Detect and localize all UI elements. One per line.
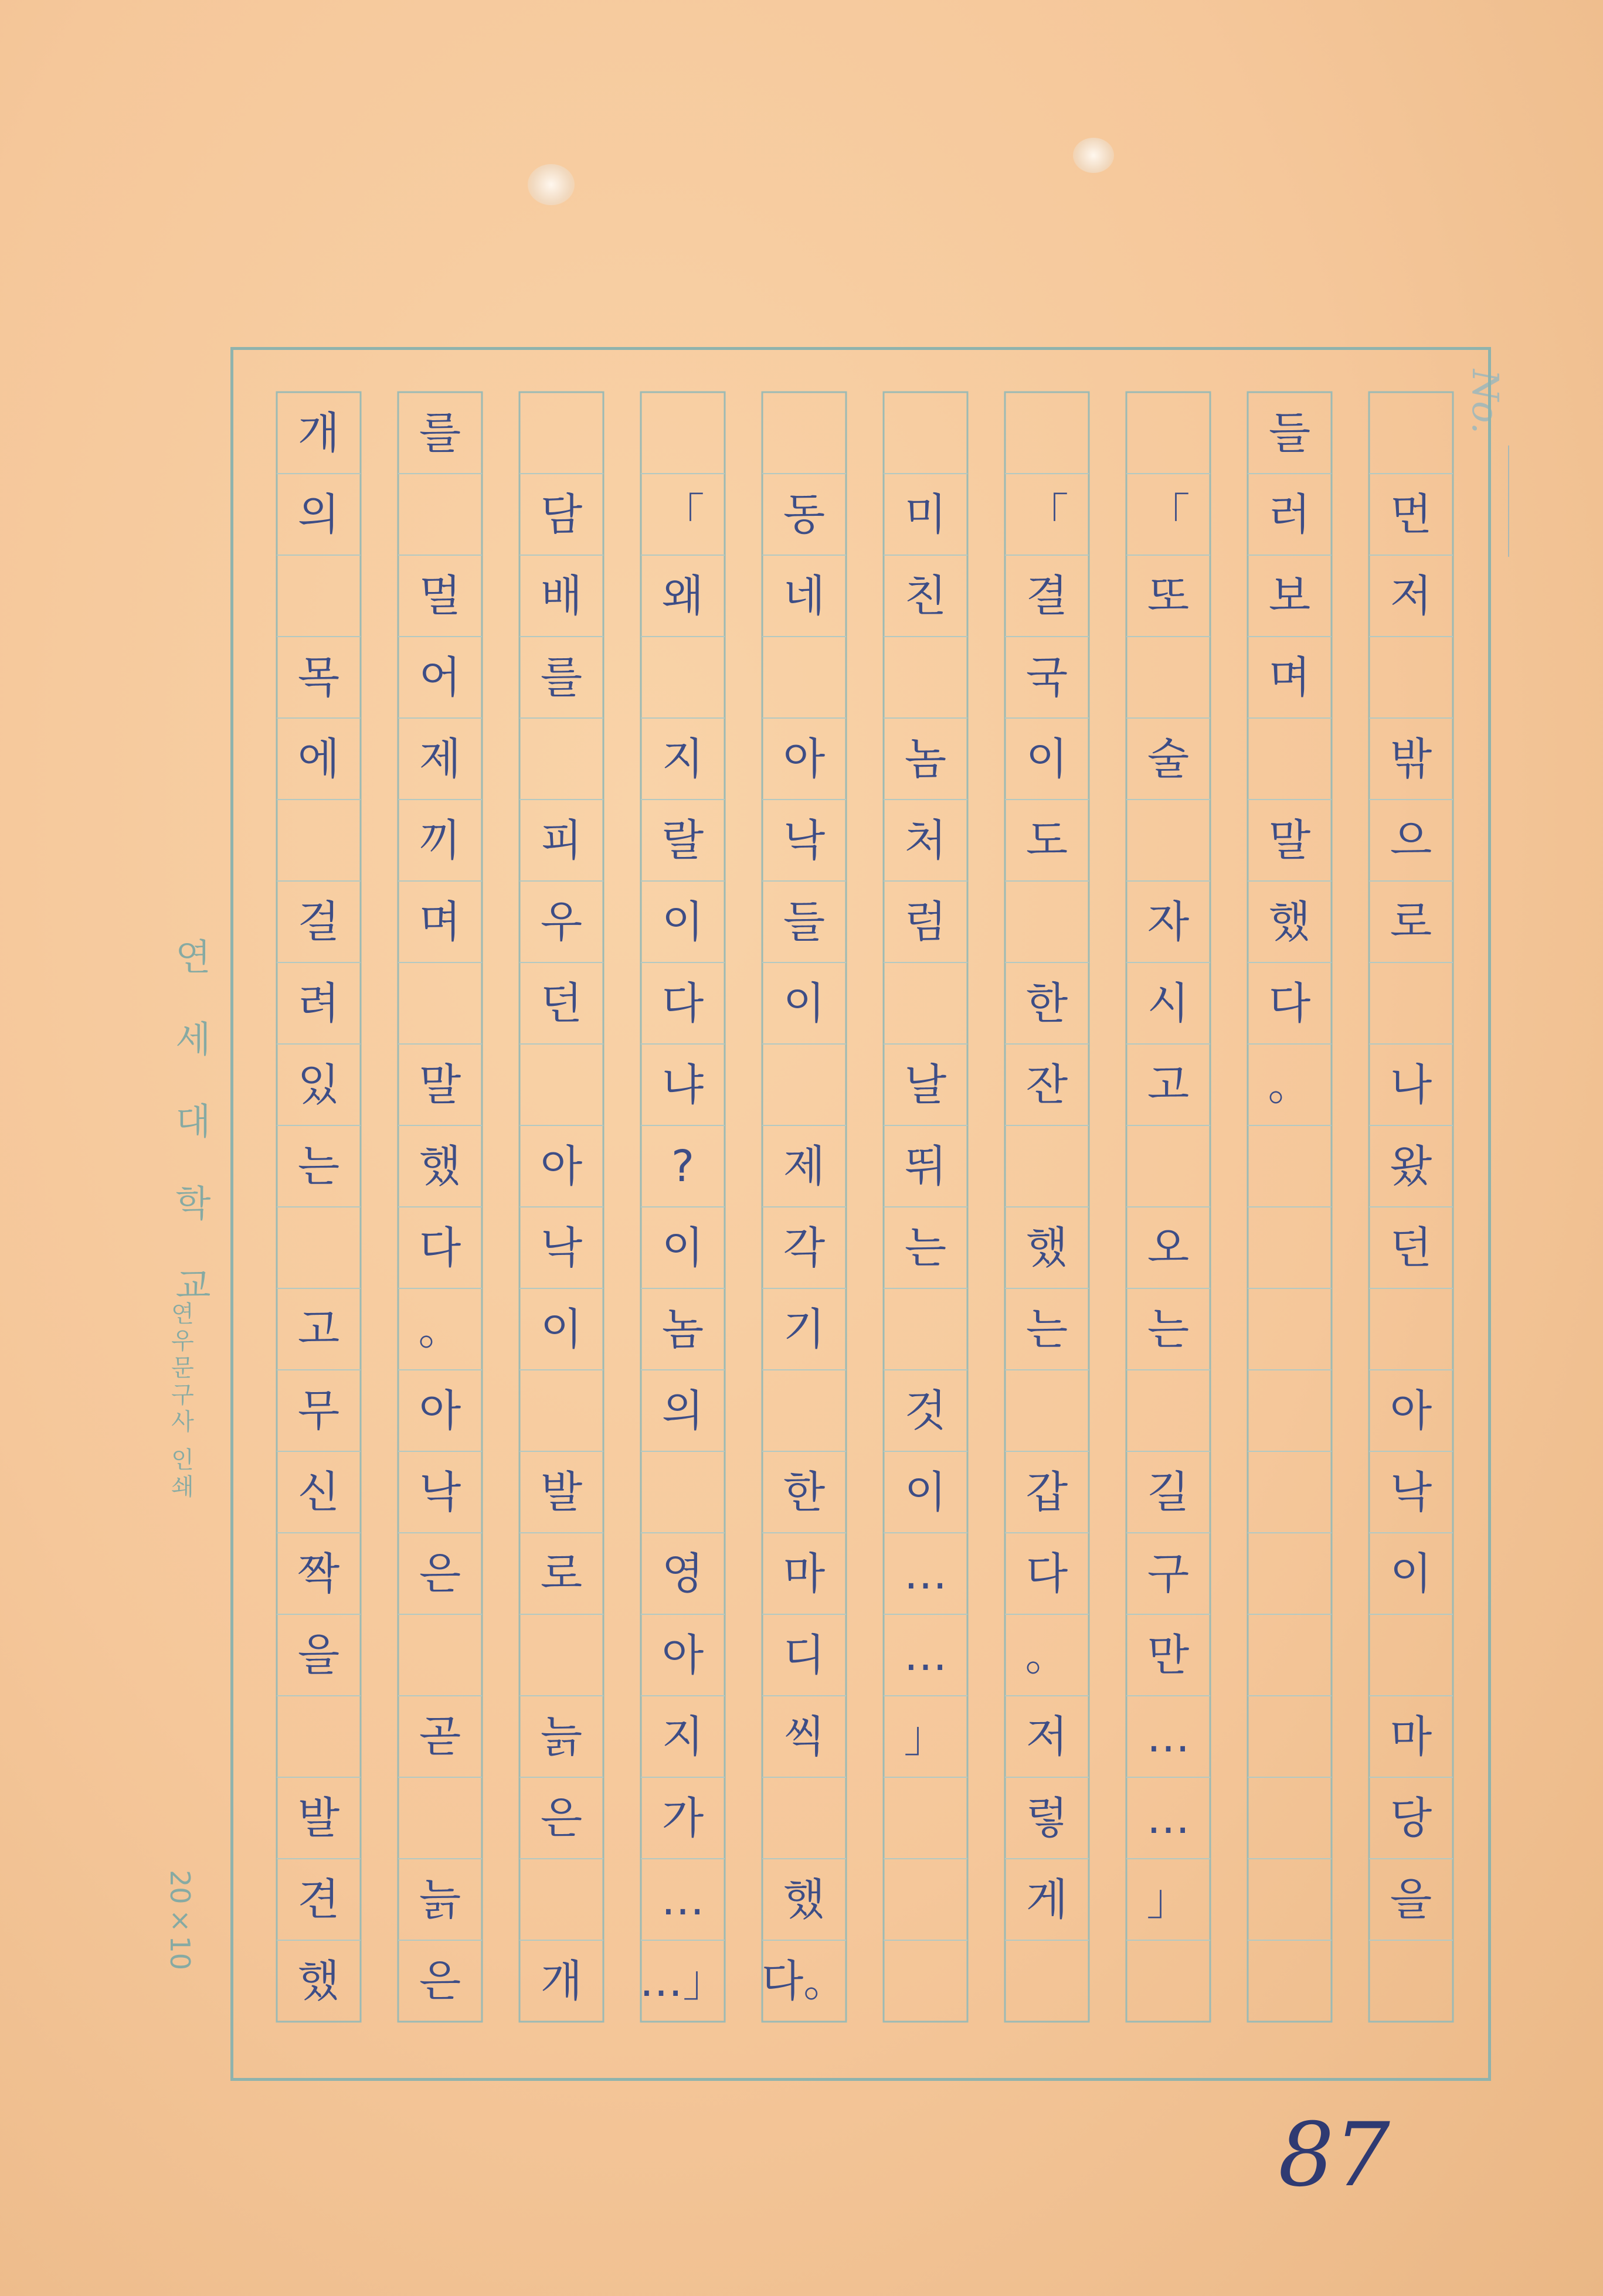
manuscript-cell: 멀 — [419, 570, 461, 621]
manuscript-cell: 말 — [419, 1059, 461, 1110]
manuscript-cell: 무 — [297, 1385, 340, 1436]
manuscript-cell: 끼 — [419, 815, 461, 866]
manuscript-cell: 놈 — [904, 733, 947, 784]
manuscript-cell: 는 — [297, 1141, 340, 1192]
manuscript-cell — [1369, 1288, 1453, 1370]
manuscript-cell: 견 — [297, 1874, 340, 1925]
manuscript-cell: 」 — [904, 1711, 947, 1762]
manuscript-cell: 마 — [783, 1548, 826, 1599]
manuscript-cell — [1248, 1288, 1332, 1370]
manuscript-cell — [1126, 392, 1210, 474]
manuscript-cell — [1369, 962, 1453, 1044]
manuscript-cell — [519, 1044, 603, 1125]
manuscript-cell — [884, 1288, 967, 1370]
manuscript-cell: 지 — [661, 733, 704, 784]
manuscript-cell — [1248, 1533, 1332, 1614]
manuscript-cell — [884, 1859, 967, 1940]
no-label: No. — [1464, 369, 1507, 434]
manuscript-cell: 말 — [1268, 815, 1311, 866]
printer-label: 연우문구사 인쇄 — [167, 1301, 194, 1501]
manuscript-cell: 는 — [1147, 1304, 1190, 1355]
manuscript-cell: 이 — [661, 1222, 704, 1273]
manuscript-cell: 「 — [1025, 489, 1069, 540]
manuscript-cell — [519, 1614, 603, 1696]
manuscript-cell: 길 — [1147, 1467, 1190, 1518]
manuscript-cell: 놈 — [661, 1304, 704, 1355]
manuscript-cell: 발 — [540, 1467, 583, 1518]
manuscript-cell: 제 — [783, 1141, 826, 1192]
manuscript-cell: 이 — [1025, 733, 1068, 784]
manuscript-cell: 고 — [1147, 1059, 1190, 1110]
manuscript-cell — [1369, 1614, 1453, 1696]
manuscript-cell — [519, 1859, 603, 1940]
manuscript-cell: 개 — [297, 407, 340, 458]
manuscript-cell: 저 — [1390, 570, 1432, 621]
manuscript-cell — [1369, 392, 1453, 474]
manuscript-cell — [1248, 1125, 1332, 1207]
manuscript-cell — [1248, 718, 1332, 800]
manuscript-cell: 피 — [540, 815, 583, 866]
manuscript-cell: 왜 — [661, 570, 704, 621]
manuscript-cell: 짝 — [297, 1548, 340, 1599]
manuscript-cell: 이 — [904, 1467, 947, 1518]
manuscript-column — [277, 392, 361, 2038]
manuscript-cell: 했 — [419, 1141, 461, 1192]
manuscript-cell: 아 — [419, 1385, 461, 1436]
manuscript-cell: 저 — [1025, 1711, 1068, 1762]
manuscript-cell: 동 — [783, 489, 826, 540]
manuscript-cell: … — [904, 1630, 947, 1681]
manuscript-cell: ? — [671, 1141, 695, 1192]
manuscript-cell: 것 — [904, 1385, 947, 1436]
manuscript-cell: 으 — [1390, 815, 1432, 866]
manuscript-cell: … — [1146, 1711, 1190, 1762]
manuscript-cell: 는 — [1025, 1304, 1068, 1355]
manuscript-cell: 친 — [904, 570, 947, 621]
manuscript-cell: 던 — [1390, 1222, 1432, 1273]
manuscript-cell — [762, 1777, 846, 1859]
manuscript-cell: 아 — [783, 733, 826, 784]
manuscript-cell: 목 — [297, 652, 340, 703]
manuscript-cell: 오 — [1147, 1222, 1190, 1273]
manuscript-cell: 던 — [540, 978, 583, 1029]
manuscript-cell: 이 — [783, 978, 826, 1029]
manuscript-cell: 를 — [540, 652, 583, 703]
manuscript-cell: 이 — [1390, 1548, 1432, 1599]
manuscript-cell: 。 — [418, 1304, 462, 1355]
manuscript-cell: 영 — [661, 1548, 704, 1599]
manuscript-cell — [1248, 1777, 1332, 1859]
manuscript-cell: 처 — [904, 815, 947, 866]
manuscript-cell: 시 — [1147, 978, 1190, 1029]
manuscript-cell: 렇 — [1025, 1792, 1068, 1843]
manuscript-cell — [1126, 1940, 1210, 2022]
manuscript-cell: 며 — [419, 896, 461, 947]
manuscript-cell — [1126, 1370, 1210, 1451]
manuscript-cell — [398, 474, 482, 555]
manuscript-cell: 을 — [1390, 1874, 1432, 1925]
manuscript-cell: 을 — [297, 1630, 340, 1681]
manuscript-cell: 의 — [661, 1385, 704, 1436]
manuscript-column — [1248, 392, 1332, 2038]
manuscript-cell: 발 — [297, 1792, 340, 1843]
manuscript-cell: 배 — [540, 570, 583, 621]
manuscript-cell: 왔 — [1390, 1141, 1432, 1192]
manuscript-cell: 우 — [540, 896, 583, 947]
manuscript-cell: … — [1146, 1792, 1190, 1843]
manuscript-cell: 밖 — [1390, 733, 1432, 784]
manuscript-cell: … — [661, 1874, 705, 1925]
manuscript-cell: 지 — [661, 1711, 704, 1762]
manuscript-column — [1005, 392, 1089, 2038]
manuscript-cell: 미 — [904, 489, 947, 540]
manuscript-cell: 가 — [661, 1792, 704, 1843]
manuscript-cell: 에 — [297, 733, 340, 784]
manuscript-cell — [884, 1940, 967, 2022]
manuscript-cell — [277, 800, 361, 881]
manuscript-cell — [1248, 1370, 1332, 1451]
manuscript-cell — [1248, 1451, 1332, 1533]
manuscript-cell: 네 — [783, 570, 826, 621]
manuscript-cell — [519, 1370, 603, 1451]
manuscript-cell: 「 — [661, 489, 705, 540]
manuscript-cell: 낙 — [1390, 1467, 1432, 1518]
page-number: 87 — [1278, 2104, 1390, 2206]
manuscript-cell: 로 — [540, 1548, 583, 1599]
manuscript-cell: 했 — [783, 1874, 826, 1925]
manuscript-cell: 아 — [540, 1141, 583, 1192]
manuscript-cell — [519, 718, 603, 800]
manuscript-cell — [1005, 1370, 1089, 1451]
manuscript-cell: 들 — [783, 896, 826, 947]
manuscript-cell: 술 — [1147, 733, 1190, 784]
manuscript-cell: 아 — [661, 1630, 704, 1681]
manuscript-cell: 구 — [1147, 1548, 1190, 1599]
manuscript-cell — [884, 392, 967, 474]
manuscript-cell — [762, 1370, 846, 1451]
manuscript-cell: 냐 — [661, 1059, 704, 1110]
manuscript-cell — [398, 1777, 482, 1859]
manuscript-cell: 날 — [904, 1059, 947, 1110]
manuscript-cell: 했 — [297, 1955, 340, 2006]
manuscript-cell: 이 — [661, 896, 704, 947]
manuscript-cell: 「 — [1146, 489, 1190, 540]
manuscript-cell — [277, 1696, 361, 1777]
manuscript-cell: 은 — [540, 1792, 583, 1843]
manuscript-cell: 다 — [1268, 978, 1311, 1029]
manuscript-cell — [1005, 1125, 1089, 1207]
manuscript-cell: 보 — [1268, 570, 1311, 621]
manuscript-cell: 럼 — [904, 896, 947, 947]
manuscript-cell: 며 — [1268, 652, 1311, 703]
manuscript-cell — [1248, 1696, 1332, 1777]
manuscript-cell: 만 — [1147, 1630, 1190, 1681]
manuscript-cell: 들 — [1268, 407, 1311, 458]
manuscript-cell — [1248, 1859, 1332, 1940]
manuscript-cell: 있 — [297, 1059, 340, 1110]
manuscript-cell — [762, 1044, 846, 1125]
manuscript-column — [884, 392, 967, 2038]
manuscript-cell: 곧 — [419, 1711, 461, 1762]
manuscript-column — [1369, 392, 1453, 2038]
manuscript-cell: …」 — [639, 1955, 726, 2006]
manuscript-cell: 했 — [1268, 896, 1311, 947]
manuscript-cell: 려 — [297, 978, 340, 1029]
manuscript-cell: 은 — [419, 1955, 461, 2006]
manuscript-cell: 랄 — [661, 815, 704, 866]
manuscript-cell: 로 — [1390, 896, 1432, 947]
manuscript-cell: 담 — [540, 489, 583, 540]
manuscript-cell: 걸 — [297, 896, 340, 947]
manuscript-cell — [884, 1777, 967, 1859]
manuscript-cell: 다 — [1025, 1548, 1068, 1599]
manuscript-cell: 신 — [297, 1467, 340, 1518]
manuscript-cell — [1369, 637, 1453, 718]
manuscript-cell — [641, 1451, 725, 1533]
manuscript-cell: 늙 — [419, 1874, 461, 1925]
manuscript-cell — [1005, 881, 1089, 962]
manuscript-cell: 나 — [1390, 1059, 1432, 1110]
manuscript-cell: 러 — [1268, 489, 1311, 540]
manuscript-cell: 。 — [1268, 1059, 1312, 1110]
manuscript-cell: 제 — [419, 733, 461, 784]
manuscript-cell: 아 — [1390, 1385, 1432, 1436]
manuscript-cell: 씩 — [783, 1711, 826, 1762]
manuscript-cell: 마 — [1390, 1711, 1432, 1762]
manuscript-column — [1126, 392, 1210, 2038]
manuscript-cell — [398, 962, 482, 1044]
manuscript-cell — [398, 1614, 482, 1696]
manuscript-cell — [884, 637, 967, 718]
manuscript-column — [519, 392, 603, 2038]
manuscript-cell: 는 — [904, 1222, 947, 1273]
manuscript-cell — [762, 637, 846, 718]
manuscript-cell: 한 — [1025, 978, 1068, 1029]
manuscript-cell: 이 — [540, 1304, 583, 1355]
manuscript-column — [398, 392, 482, 2038]
manuscript-cell — [641, 637, 725, 718]
manuscript-cell: 다。 — [761, 1955, 847, 2006]
manuscript-cell: 고 — [297, 1304, 340, 1355]
manuscript-cell: 디 — [783, 1630, 826, 1681]
manuscript-cell: 기 — [783, 1304, 826, 1355]
manuscript-cell: 먼 — [1390, 489, 1432, 540]
manuscript-cell: 한 — [783, 1467, 826, 1518]
manuscript-cell — [1005, 392, 1089, 474]
manuscript-cell: 또 — [1147, 570, 1190, 621]
manuscript-cell — [277, 555, 361, 637]
manuscript-cell: 국 — [1025, 652, 1068, 703]
manuscript-column — [641, 392, 725, 2038]
manuscript-cell: 어 — [419, 652, 461, 703]
manuscript-cell: … — [904, 1548, 947, 1599]
manuscript-cell: 。 — [1025, 1630, 1069, 1681]
manuscript-cell — [884, 962, 967, 1044]
manuscript-cell — [277, 1207, 361, 1288]
paper-size-label: 20×10 — [164, 1870, 196, 1971]
manuscript-cell: 도 — [1025, 815, 1068, 866]
manuscript-cell: 개 — [540, 1955, 583, 2006]
manuscript-cell — [1005, 1940, 1089, 2022]
manuscript-cell: 잔 — [1025, 1059, 1068, 1110]
manuscript-cell: 를 — [419, 407, 461, 458]
manuscript-cell — [1248, 1940, 1332, 2022]
manuscript-cell: 게 — [1025, 1874, 1068, 1925]
manuscript-cell — [1126, 1125, 1210, 1207]
manuscript-cell: 당 — [1390, 1792, 1432, 1843]
manuscript-cell: 낙 — [540, 1222, 583, 1273]
manuscript-cell: 다 — [419, 1222, 461, 1273]
manuscript-cell: 뛰 — [904, 1141, 947, 1192]
manuscript-cell: 결 — [1025, 570, 1068, 621]
manuscript-cell: 낙 — [783, 815, 826, 866]
manuscript-cell: 낙 — [419, 1467, 461, 1518]
manuscript-cell — [1369, 1940, 1453, 2022]
manuscript-cell — [1248, 1614, 1332, 1696]
manuscript-cell: 늙 — [540, 1711, 583, 1762]
manuscript-cell — [762, 392, 846, 474]
manuscript-cell: 갑 — [1025, 1467, 1068, 1518]
manuscript-cell: 자 — [1147, 896, 1190, 947]
school-name: 연세대학교 — [169, 938, 212, 1348]
manuscript-cell — [519, 392, 603, 474]
manuscript-cell: 」 — [1146, 1874, 1190, 1925]
manuscript-cell — [1248, 1207, 1332, 1288]
manuscript-cell: 했 — [1025, 1222, 1068, 1273]
manuscript-cell — [1126, 800, 1210, 881]
manuscript-cell — [1126, 637, 1210, 718]
manuscript-column — [762, 392, 846, 2038]
manuscript-cell: 의 — [297, 489, 340, 540]
manuscript-cell: 각 — [783, 1222, 826, 1273]
manuscript-cell: 다 — [661, 978, 704, 1029]
manuscript-cell: 은 — [419, 1548, 461, 1599]
manuscript-cell — [641, 392, 725, 474]
